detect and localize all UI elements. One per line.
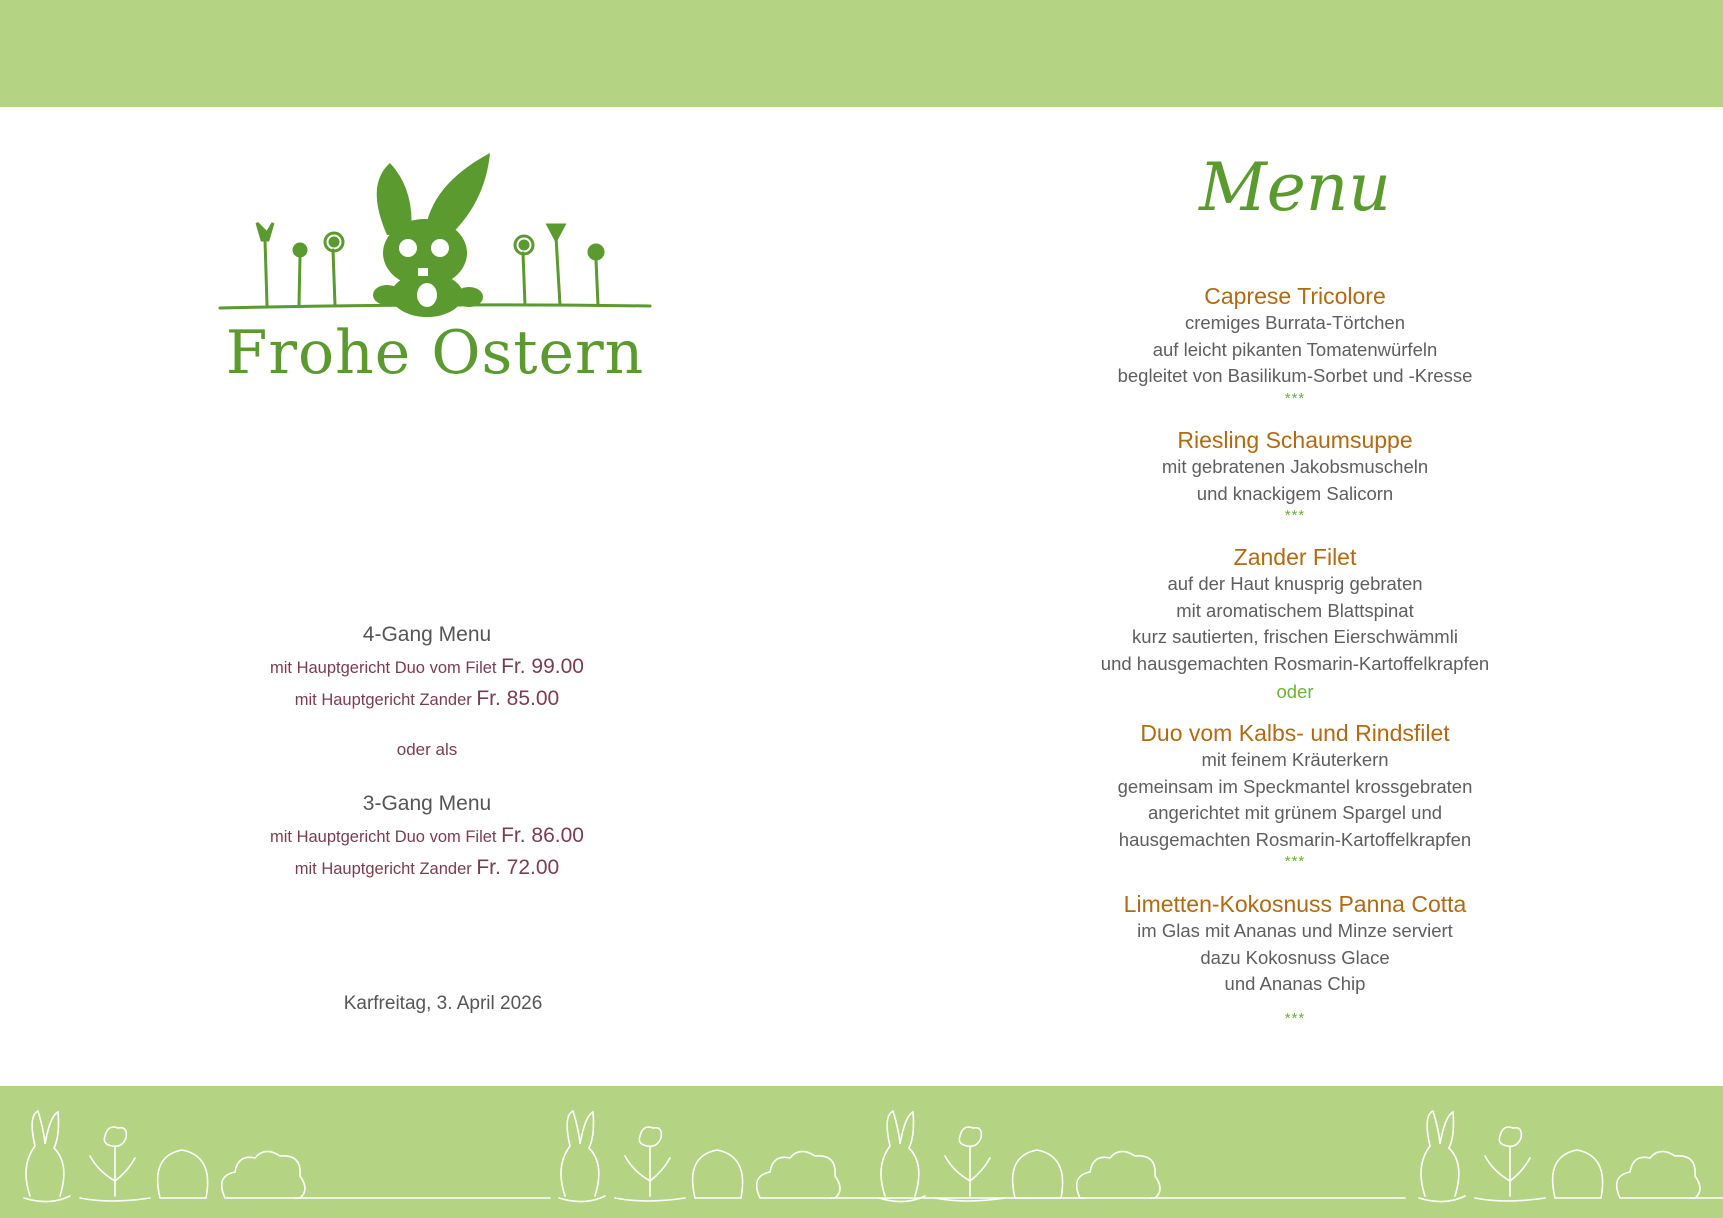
offer-line: [227, 687, 627, 711]
separator-stars: ***: [1284, 507, 1306, 524]
course-1: [1045, 283, 1545, 407]
offer-price: Fr. 99.00: [501, 655, 584, 678]
offer-3-gang: [227, 792, 627, 880]
offer-line: [227, 824, 627, 848]
menu-title-text: Menu: [1199, 149, 1391, 226]
course-title: Duo vom Kalbs- und Rindsfilet: [1140, 720, 1450, 746]
course-line: und Ananas Chip: [1224, 973, 1366, 994]
course-line: begleitet von Basilikum-Sorbet und -Kresse: [1117, 365, 1473, 386]
course-line: cremiges Burrata-Törtchen: [1184, 312, 1406, 333]
offer-price: Fr. 85.00: [476, 687, 560, 710]
separator-stars: ***: [1284, 1009, 1306, 1027]
course-line: mit aromatischem Blattspinat: [1176, 599, 1414, 621]
course-3: [1045, 544, 1545, 703]
offer-line: [227, 856, 627, 880]
course-title: Riesling Schaumsuppe: [1177, 427, 1413, 453]
bottom-green-band: [0, 1086, 1723, 1218]
offer-heading: 4-Gang Menu: [362, 623, 492, 646]
course-5: [1045, 891, 1545, 1027]
separator-stars: ***: [1284, 389, 1306, 407]
course-title: Limetten-Kokosnuss Panna Cotta: [1123, 891, 1467, 917]
course-line: im Glas mit Ananas und Minze serviert: [1137, 920, 1453, 941]
top-green-band: [0, 0, 1723, 107]
course-alternative: oder: [1276, 681, 1314, 702]
easter-outline-decoration: [0, 1086, 1723, 1218]
course-line: und knackigem Salicorn: [1196, 482, 1394, 504]
course-line: dazu Kokosnuss Glace: [1200, 946, 1390, 968]
course-line: kurz sautierten, frischen Eierschwämmli: [1132, 626, 1458, 647]
course-line: auf leicht pikanten Tomatenwürfeln: [1152, 338, 1438, 360]
offer-4-gang: [227, 623, 627, 711]
course-line: und hausgemachten Rosmarin-Kartoffelkrapfen: [1100, 652, 1490, 674]
offer-price: Fr. 72.00: [476, 856, 560, 879]
offer-label: mit Hauptgericht Zander: [294, 691, 472, 709]
course-line: hausgemachten Rosmarin-Kartoffelkrapfen: [1118, 828, 1472, 850]
event-date: Karfreitag, 3. April 2026: [343, 993, 543, 1014]
menu-title: [1195, 140, 1395, 230]
offer-label: mit Hauptgericht Zander: [294, 860, 472, 878]
course-line: auf der Haut knusprig gebraten: [1167, 573, 1423, 594]
offer-label: mit Hauptgericht Duo vom Filet: [270, 828, 497, 846]
logo-title: Frohe Ostern: [225, 318, 645, 388]
offer-price: Fr. 86.00: [501, 824, 584, 847]
offer-heading: 3-Gang Menu: [362, 792, 492, 815]
offer-label: mit Hauptgericht Duo vom Filet: [270, 659, 497, 677]
offer-line: [227, 655, 627, 679]
course-4: [1045, 720, 1545, 870]
course-line: mit gebratenen Jakobsmuscheln: [1161, 456, 1429, 477]
course-line: angerichtet mit grünem Spargel und: [1147, 802, 1443, 823]
offer-separator: oder als: [396, 740, 458, 759]
course-title: Caprese Tricolore: [1204, 283, 1386, 309]
course-line: gemeinsam im Speckmantel krossgebraten: [1117, 775, 1473, 797]
separator-stars: ***: [1284, 853, 1306, 870]
course-2: [1045, 427, 1545, 524]
course-title: Zander Filet: [1233, 544, 1357, 570]
course-line: mit feinem Kräuterkern: [1201, 749, 1389, 770]
